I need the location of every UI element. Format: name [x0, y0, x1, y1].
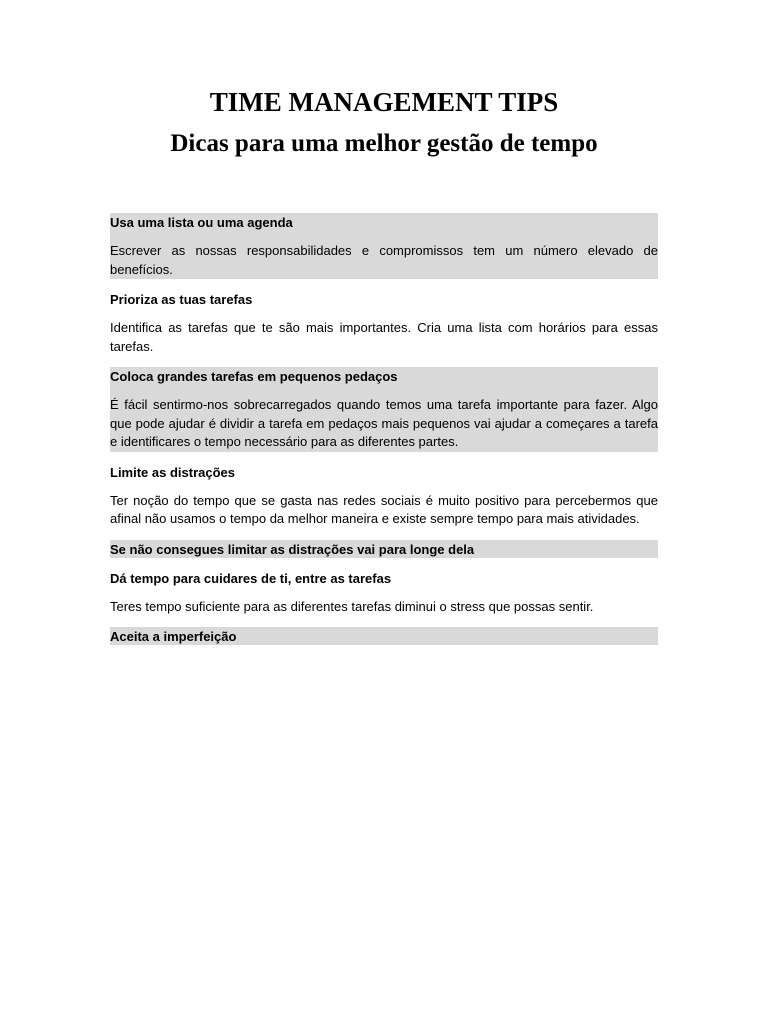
tip-body: Teres tempo suficiente para as diferentes tarefas diminui o stress que possas sentir. [110, 598, 594, 614]
tip-heading: Se não consegues limitar as distrações vai para longe dela [110, 541, 475, 557]
tip-body: É fácil sentirmo-nos sobrecarregados quando temos uma tarefa importante para fazer. Algo que pode ajudar é dividir a tarefa em pedaços mais pequenos vai ajudar a começares a tarefa e identificares o tempo necessário para as diferentes partes. [110, 397, 658, 449]
tip-heading: Dá tempo para cuidares de ti, entre as tarefas [110, 570, 392, 586]
tip-section-4 [110, 463, 658, 529]
tip-heading: Aceita a imperfeição [110, 629, 237, 644]
page-subtitle: Dicas para uma melhor gestão de tempo [170, 130, 598, 157]
tip-heading: Coloca grandes tarefas em pequenos pedaços [110, 369, 398, 384]
tip-body: Escrever as nossas responsabilidades e compromissos tem um número elevado de benefícios. [110, 243, 658, 277]
tip-section-7 [110, 627, 658, 645]
tip-body: Identifica as tarefas que te são mais importantes. Cria uma lista com horários para essas tarefas. [110, 320, 658, 354]
tip-body: Ter noção do tempo que se gasta nas redes sociais é muito positivo para percebermos que afinal não usamos o tempo da melhor maneira e existe sempre tempo para mais atividades. [110, 492, 658, 526]
tip-section-5 [110, 540, 658, 558]
tip-section-2 [110, 290, 658, 356]
tip-heading: Usa uma lista ou uma agenda [110, 215, 293, 230]
tip-heading: Prioriza as tuas tarefas [110, 292, 253, 307]
tip-heading: Limite as distrações [110, 464, 235, 480]
page-title: TIME MANAGEMENT TIPS [209, 87, 559, 117]
tip-section-6 [110, 569, 658, 617]
tip-section-3 [110, 367, 658, 452]
tips-list [110, 213, 658, 645]
tip-section-1 [110, 213, 658, 279]
